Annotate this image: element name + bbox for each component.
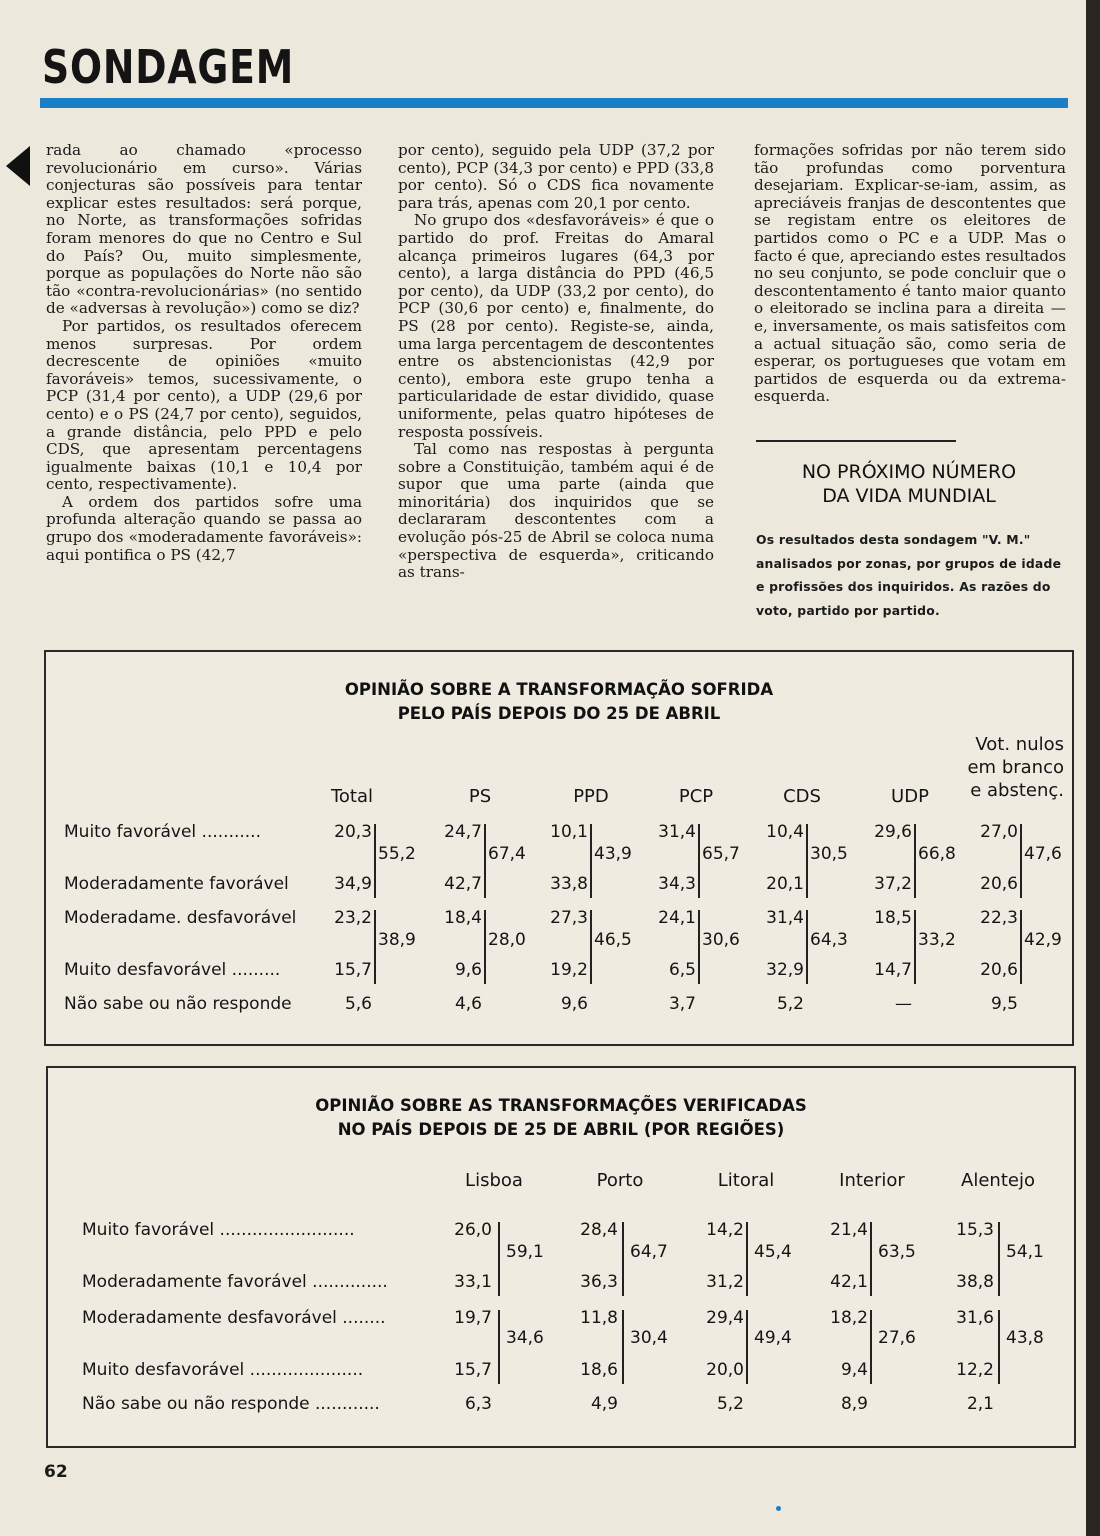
table-cell: 42,7 xyxy=(444,874,482,894)
group-total: 43,9 xyxy=(594,844,632,864)
group-total: 47,6 xyxy=(1024,844,1062,864)
table-cell: 34,3 xyxy=(658,874,696,894)
column-header: CDS xyxy=(783,786,821,807)
table-cell: 15,3 xyxy=(956,1220,994,1240)
table-title-line: OPINIÃO SOBRE A TRANSFORMAÇÃO SOFRIDA xyxy=(344,680,774,699)
table-title xyxy=(46,678,1072,726)
table-cell: 19,2 xyxy=(550,960,588,980)
table-cell: 31,4 xyxy=(766,908,804,928)
row-label: Moderadame. desfavorável xyxy=(64,908,297,928)
table-cell: 34,9 xyxy=(334,874,372,894)
table-cell: 10,1 xyxy=(550,822,588,842)
group-total: 46,5 xyxy=(594,930,632,950)
group-bracket xyxy=(746,1310,748,1384)
row-label: Muito desfavorável ......... xyxy=(64,960,281,980)
column-header: UDP xyxy=(891,786,929,807)
table-cell: 37,2 xyxy=(874,874,912,894)
row-label: Não sabe ou não responde xyxy=(64,994,292,1014)
group-total: 30,5 xyxy=(810,844,848,864)
table-cell: 11,8 xyxy=(580,1308,618,1328)
table-cell: 4,9 xyxy=(590,1394,618,1414)
table-cell: 42,1 xyxy=(830,1272,868,1292)
table-cell: 26,0 xyxy=(454,1220,492,1240)
column-header: Interior xyxy=(839,1170,905,1191)
group-total: 43,8 xyxy=(1006,1328,1044,1348)
paragraph: A ordem dos partidos sofre uma profunda alteração quando se passa ao grupo dos «moderadamente favoráveis»: aqui pontifica o PS (42,7 xyxy=(46,492,362,564)
table-title-line: NO PAÍS DEPOIS DE 25 DE ABRIL (POR REGIÕES) xyxy=(337,1120,785,1139)
column-header: Alentejo xyxy=(961,1170,1035,1191)
group-total: 45,4 xyxy=(754,1242,792,1262)
section-title: SONDAGEM xyxy=(42,40,295,94)
table-cell: 3,7 xyxy=(668,994,696,1014)
group-bracket xyxy=(374,910,376,984)
table-cell: 18,4 xyxy=(444,908,482,928)
row-label: Moderadamente favorável xyxy=(64,874,289,894)
group-bracket xyxy=(698,824,700,898)
table-cell: 20,6 xyxy=(980,874,1018,894)
divider xyxy=(756,440,956,442)
group-bracket xyxy=(1020,824,1022,898)
group-total: 33,2 xyxy=(918,930,956,950)
table-cell: 15,7 xyxy=(334,960,372,980)
column-header: Porto xyxy=(596,1170,644,1191)
group-bracket xyxy=(484,824,486,898)
table-cell: 4,6 xyxy=(454,994,482,1014)
group-bracket xyxy=(998,1222,1000,1296)
group-bracket xyxy=(914,824,916,898)
table-cell: 9,5 xyxy=(990,994,1018,1014)
table-cell: 5,2 xyxy=(776,994,804,1014)
group-total: 65,7 xyxy=(702,844,740,864)
accent-rule xyxy=(40,98,1068,108)
group-total: 30,4 xyxy=(630,1328,668,1348)
next-issue-title xyxy=(756,460,1062,508)
page-spine xyxy=(1086,0,1100,1536)
group-bracket xyxy=(498,1310,500,1384)
table-cell: 32,9 xyxy=(766,960,804,980)
article-column-2 xyxy=(398,142,714,582)
table-cell: 18,5 xyxy=(874,908,912,928)
table-cell: 20,0 xyxy=(706,1360,744,1380)
row-label: Moderadamente favorável .............. xyxy=(82,1272,388,1292)
table-cell: 36,3 xyxy=(580,1272,618,1292)
group-total: 30,6 xyxy=(702,930,740,950)
table-cell: 38,8 xyxy=(956,1272,994,1292)
table-cell: 20,3 xyxy=(334,822,372,842)
table-cell: 5,6 xyxy=(344,994,372,1014)
table-cell: 27,0 xyxy=(980,822,1018,842)
table-cell: 31,2 xyxy=(706,1272,744,1292)
column-header: e abstenç. xyxy=(970,780,1064,801)
page-number: 62 xyxy=(44,1462,68,1482)
table-cell: 20,6 xyxy=(980,960,1018,980)
group-total: 49,4 xyxy=(754,1328,792,1348)
paragraph: Por partidos, os resultados oferecem menos surpresas. Por ordem decrescente de opiniões «muito favoráveis» temos, sucessivamente, o PCP (31,4 por cento), a UDP (29,6 por cento) e o PS (24,7 por cento), seguidos, a grande distância, pelo PPD e pelo CDS, que apresentam percentagens igualmente baixas (10,1 e 10,4 por cento, respectivamente). xyxy=(46,316,362,494)
next-issue-title-line: DA VIDA MUNDIAL xyxy=(822,485,996,507)
table-cell: 21,4 xyxy=(830,1220,868,1240)
table-cell: 33,8 xyxy=(550,874,588,894)
group-bracket xyxy=(806,824,808,898)
table-title-line: OPINIÃO SOBRE AS TRANSFORMAÇÕES VERIFICADAS xyxy=(315,1096,807,1115)
table-party-opinion xyxy=(44,650,1074,1046)
next-issue-title-line: NO PRÓXIMO NÚMERO xyxy=(801,461,1017,483)
table-region-opinion xyxy=(46,1066,1076,1448)
table-cell: — xyxy=(895,994,912,1014)
column-header: Vot. nulos xyxy=(975,734,1064,755)
table-cell: 14,2 xyxy=(706,1220,744,1240)
column-header: Lisboa xyxy=(465,1170,523,1191)
group-total: 66,8 xyxy=(918,844,956,864)
row-label: Muito favorável ........... xyxy=(64,822,261,842)
paragraph: No grupo dos «desfavoráveis» é que o partido do prof. Freitas do Amaral alcança primeiros lugares (64,3 por cento), a larga distância do PPD (46,5 por cento), da UDP (33,2 por cento), do PCP (30,6 por cento) e, finalmente, do PS (28 por cento). Registe-se, ainda, uma larga percentagem de descontentes entre os abstencionistas (42,9 por cento), embora este grupo tenha a particularidade de estar dividido, quase uniformente, pelas quatro hipóteses de resposta possíveis. xyxy=(398,211,714,441)
group-total: 28,0 xyxy=(488,930,526,950)
table-cell: 14,7 xyxy=(874,960,912,980)
paragraph: rada ao chamado «processo revolucionário em curso». Várias conjecturas são possíveis para tentar explicar estes resultados: será porque, no Norte, as transformações sofridas foram menores do que no Centro e Sul do País? Ou, muito simplesmente, porque as populações do Norte não são tão «contra-revolucionárias» (no sentido de «adversas à revolução») como se diz? xyxy=(46,141,362,318)
group-bracket xyxy=(484,910,486,984)
group-bracket xyxy=(590,910,592,984)
table-cell: 31,6 xyxy=(956,1308,994,1328)
table-cell: 20,1 xyxy=(766,874,804,894)
row-label: Não sabe ou não responde ............ xyxy=(82,1394,380,1414)
table-cell: 23,2 xyxy=(334,908,372,928)
table-cell: 15,7 xyxy=(454,1360,492,1380)
paragraph: formações sofridas por não terem sido tão profundas como porventura desejariam. Explicar-se-iam, assim, as apreciáveis franjas de descontentes que se registam entre os eleitores de partidos como o PC e a UDP. Mas o facto é que, apreciando estes resultados no seu conjunto, se pode concluir que o descontentamento é tanto maior quanto o eleitorado se inclina para a direita — e, inversamente, os mais satisfeitos com a actual situação são, como seria de esperar, os portugueses que votam em partidos de esquerda ou da extrema-esquerda. xyxy=(754,141,1066,406)
group-bracket xyxy=(1020,910,1022,984)
column-header: PS xyxy=(468,786,492,807)
table-cell: 2,1 xyxy=(966,1394,994,1414)
table-cell: 9,6 xyxy=(454,960,482,980)
group-bracket xyxy=(498,1222,500,1296)
group-bracket xyxy=(998,1310,1000,1384)
row-label: Muito desfavorável ..................... xyxy=(82,1360,364,1380)
table-title-line: PELO PAÍS DEPOIS DO 25 DE ABRIL xyxy=(397,704,721,723)
table-cell: 28,4 xyxy=(580,1220,618,1240)
continuation-arrow-icon xyxy=(6,146,30,186)
paragraph: Tal como nas respostas à pergunta sobre a Constituição, também aqui é de supor que uma parte (ainda que minoritária) dos inquiridos que se declararam descontentes com a evolução pós-25 de Abril se coloca numa «perspectiva de esquerda», criticando as trans- xyxy=(398,440,714,582)
column-header: PPD xyxy=(573,786,609,807)
table-cell: 9,6 xyxy=(560,994,588,1014)
group-bracket xyxy=(806,910,808,984)
group-total: 55,2 xyxy=(378,844,416,864)
group-bracket xyxy=(622,1310,624,1384)
group-total: 59,1 xyxy=(506,1242,544,1262)
paragraph: por cento), seguido pela UDP (37,2 por cento), PCP (34,3 por cento) e PPD (33,8 por cento). Só o CDS fica novamente para trás, apenas com 20,1 por cento. xyxy=(398,141,714,212)
group-bracket xyxy=(590,824,592,898)
group-total: 63,5 xyxy=(878,1242,916,1262)
row-label: Muito favorável ......................... xyxy=(82,1220,355,1240)
group-bracket xyxy=(622,1222,624,1296)
table-cell: 6,5 xyxy=(668,960,696,980)
table-cell: 33,1 xyxy=(454,1272,492,1292)
table-cell: 18,2 xyxy=(830,1308,868,1328)
group-bracket xyxy=(374,824,376,898)
group-bracket xyxy=(746,1222,748,1296)
table-cell: 24,7 xyxy=(444,822,482,842)
group-total: 27,6 xyxy=(878,1328,916,1348)
column-header: Litoral xyxy=(717,1170,775,1191)
column-header: PCP xyxy=(678,786,714,807)
group-total: 42,9 xyxy=(1024,930,1062,950)
table-cell: 22,3 xyxy=(980,908,1018,928)
row-label: Moderadamente desfavorável ........ xyxy=(82,1308,386,1328)
table-cell: 8,9 xyxy=(840,1394,868,1414)
group-total: 64,7 xyxy=(630,1242,668,1262)
group-total: 38,9 xyxy=(378,930,416,950)
column-header: Total xyxy=(330,786,374,807)
table-cell: 9,4 xyxy=(840,1360,868,1380)
group-bracket xyxy=(870,1310,872,1384)
table-cell: 31,4 xyxy=(658,822,696,842)
article-column-3 xyxy=(754,142,1066,406)
table-cell: 27,3 xyxy=(550,908,588,928)
group-bracket xyxy=(914,910,916,984)
ink-dot xyxy=(776,1506,781,1511)
table-cell: 5,2 xyxy=(716,1394,744,1414)
article-column-1 xyxy=(46,142,362,564)
table-cell: 18,6 xyxy=(580,1360,618,1380)
table-cell: 29,6 xyxy=(874,822,912,842)
table-cell: 29,4 xyxy=(706,1308,744,1328)
table-cell: 10,4 xyxy=(766,822,804,842)
column-header: em branco xyxy=(967,757,1064,778)
table-cell: 6,3 xyxy=(464,1394,492,1414)
next-issue-text: Os resultados desta sondagem "V. M." analisados por zonas, por grupos de idade e profissões dos inquiridos. As razões do voto, partido por partido. xyxy=(756,532,1062,618)
table-cell: 12,2 xyxy=(956,1360,994,1380)
table-title xyxy=(48,1094,1074,1142)
group-bracket xyxy=(870,1222,872,1296)
group-total: 54,1 xyxy=(1006,1242,1044,1262)
group-total: 67,4 xyxy=(488,844,526,864)
group-bracket xyxy=(698,910,700,984)
group-total: 64,3 xyxy=(810,930,848,950)
table-cell: 19,7 xyxy=(454,1308,492,1328)
group-total: 34,6 xyxy=(506,1328,544,1348)
table-cell: 24,1 xyxy=(658,908,696,928)
